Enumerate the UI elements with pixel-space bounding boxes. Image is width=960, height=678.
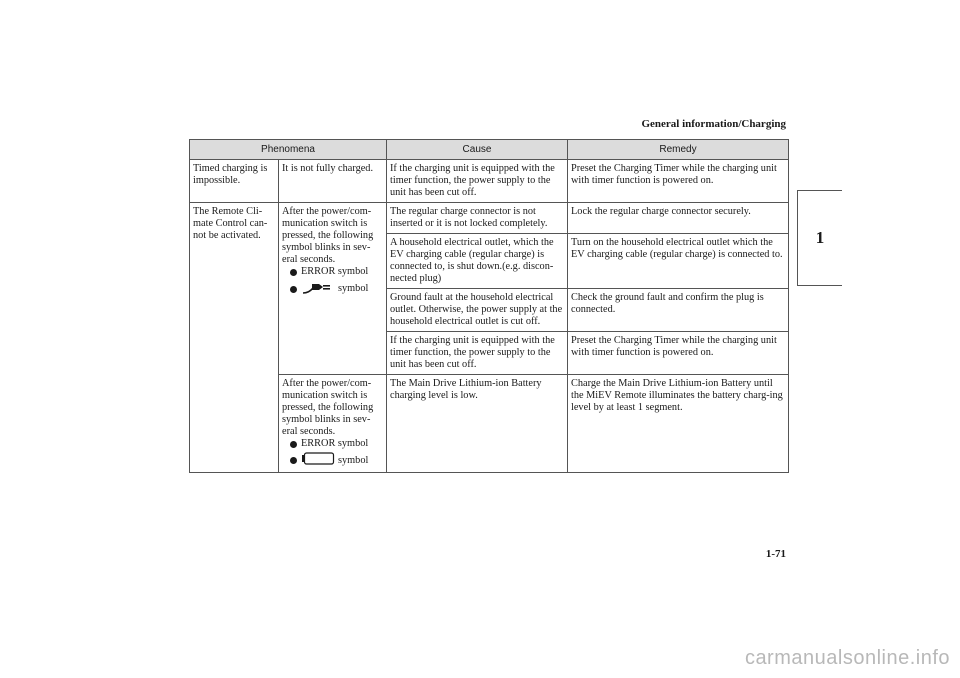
header-cause: Cause — [387, 140, 568, 160]
remedy-a4: Preset the Charging Timer while the charging unit with timer function is powered on. — [568, 332, 789, 375]
plug-icon — [301, 280, 335, 298]
table-header-row — [190, 140, 789, 160]
cause-b1: The Main Drive Lithium-ion Battery charging level is low. — [387, 375, 568, 473]
remedy-a3: Check the ground fault and confirm the plug is connected. — [568, 289, 789, 332]
header-remedy: Remedy — [568, 140, 789, 160]
condition-a-text: After the power/com-munication switch is pressed, the following symbol blinks in sev-eral seconds. — [282, 206, 374, 265]
cause-a1: The regular charge connector is not inserted or it is not locked completely. — [387, 203, 568, 234]
page-number: 1-71 — [765, 548, 786, 560]
bullet-battery — [290, 452, 383, 469]
plug-symbol-label: symbol — [338, 283, 369, 294]
bullet-error — [290, 266, 383, 278]
error-symbol-label: ERROR symbol — [301, 266, 369, 277]
row1-phenomena: Timed charging is impossible. — [190, 160, 279, 203]
watermark-text: carmanualsonline.info — [744, 647, 950, 669]
chapter-tab: 1 — [797, 190, 842, 286]
remedy-a1: Lock the regular charge connector securely. — [568, 203, 789, 234]
page-header-title: General information/Charging — [641, 118, 786, 130]
bullet-dot — [290, 457, 297, 464]
row1-condition: It is not fully charged. — [279, 160, 387, 203]
remedy-b1: Charge the Main Drive Lithium-ion Battery until the MiEV Remote illuminates the battery charg-ing level by at least 1 segment. — [568, 375, 789, 473]
bullet-plug — [290, 280, 383, 298]
header-phenomena: Phenomena — [190, 140, 387, 160]
error-symbol-label: ERROR symbol — [301, 438, 369, 449]
troubleshooting-table — [189, 139, 789, 473]
condition-b-text: After the power/com-munication switch is pressed, the following symbol blinks in sev-eral seconds. — [282, 378, 374, 437]
battery-icon — [301, 452, 335, 469]
bullet-dot — [290, 286, 297, 293]
cause-a3: Ground fault at the household electrical outlet. Otherwise, the power supply at the household electrical outlet is cut off. — [387, 289, 568, 332]
cause-a2: A household electrical outlet, which the EV charging cable (regular charge) is connected to, is shut down.(e.g. discon-nected plug) — [387, 234, 568, 289]
table-row — [190, 203, 789, 234]
battery-symbol-label: symbol — [338, 454, 369, 466]
bullet-error — [290, 438, 383, 450]
cause-a4: If the charging unit is equipped with the timer function, the power supply to the unit has been cut off. — [387, 332, 568, 375]
table-row — [190, 375, 789, 473]
row2-condition-a — [279, 203, 387, 375]
row1-remedy: Preset the Charging Timer while the charging unit with timer function is powered on. — [568, 160, 789, 203]
table-row — [190, 160, 789, 203]
bullet-dot — [290, 441, 297, 448]
row2-condition-b — [279, 375, 387, 473]
bullet-dot — [290, 269, 297, 276]
remedy-a2: Turn on the household electrical outlet which the EV charging cable (regular charge) is connected to. — [568, 234, 789, 289]
row1-cause: If the charging unit is equipped with the timer function, the power supply to the unit has been cut off. — [387, 160, 568, 203]
row2-phenomena: The Remote Cli-mate Control can-not be activated. — [190, 203, 279, 473]
